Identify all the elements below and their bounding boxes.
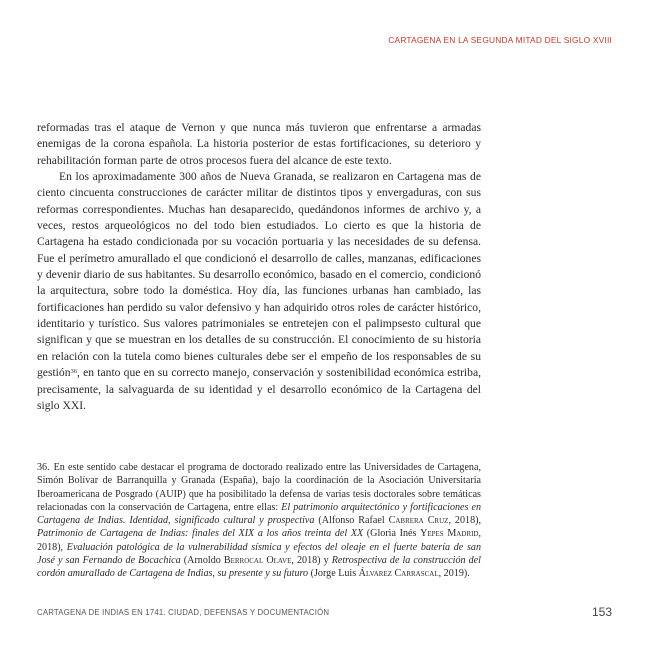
footnote-text: (Arnoldo: [180, 555, 224, 567]
thesis-title: Patrimonio de Cartagena de Indias: finales del XIX a los años treinta del XX: [37, 528, 364, 540]
footnote-text: , 2018),: [37, 528, 482, 553]
footnote-text: En este sentido cabe destacar el programa de doctorado realizado entre las Universidades de Cartagena, Simón Bolívar de Barranquilla y Granada (España), bajo la coordinación de la Asociación Universitaria Iberoamericana de Posgrado (AUIP) que ha posibilitado la defensa de varias tesis doctorales sobre temáticas relacionadas con la conservación de Cartagena, entre ellas:: [37, 462, 481, 513]
footnote-text: (Gloria Inés: [363, 528, 421, 540]
footnote-text: (Jorge Luis: [308, 568, 359, 580]
page-number: 153: [591, 605, 612, 619]
thesis-title: Evaluación patológica de la vulnerabilidad sísmica y efectos del oleaje en el fuerte batería de san José y san Fernando de Bocachica: [37, 541, 481, 567]
footnote-text: , 2019).: [438, 568, 470, 580]
paragraph-2-tail: , en tanto que en su correcto manejo, conservación y sostenibilidad económica estriba, precisamente, la salvaguarda de su identidad y el desarrollo económico de la Cartagena del siglo XXI.: [37, 366, 481, 412]
footnote-number: 36.: [37, 462, 50, 473]
thesis-title: El patrimonio arquitectónico y fortificaciones en Cartagena de Indias. Identidad, significado cultural y prospectiva: [37, 501, 482, 527]
paragraph-2: [37, 169, 481, 414]
paragraph-1: reformadas tras el ataque de Vernon y que nunca más tuvieron que enfrentarse a armadas enemigas de la corona española. La historia posterior de estas fortificaciones, su deterioro y rehabilitación forman parte de otros procesos fuera del alcance de este texto.: [37, 121, 481, 167]
running-foot: CARTAGENA DE INDIAS EN 1741. CIUDAD, DEFENSAS Y DOCUMENTACIÓN: [37, 608, 330, 617]
running-head: CARTAGENA EN LA SEGUNDA MITAD DEL SIGLO XVIII: [388, 35, 612, 45]
author-surname: Cabrera Cruz: [388, 515, 449, 527]
footnote-text: , 2018) y: [291, 555, 332, 567]
footnote-36: [37, 461, 481, 581]
footnotes: [37, 461, 481, 581]
main-text: [37, 120, 481, 414]
footnote-text: , 2018),: [448, 515, 482, 527]
author-surname: Yepes Madrid: [420, 528, 479, 540]
footnote-text: (Alfonso Rafael: [314, 515, 389, 527]
thesis-title: Retrospectiva de la construcción del cordón amurallado de Cartagena de Indias, su presente y su futuro: [37, 555, 481, 580]
paragraph-2-text: En los aproximadamente 300 años de Nueva Granada, se realizaron en Cartagena mas de ciento cincuenta construcciones de carácter militar de distintos tipos y envergaduras, con sus reformas correspondientes. Muchas han desaparecido, quedándonos informes de archivo y, a veces, restos arqueológicos no del todo bien estudiados. Lo cierto es que la historia de Cartagena ha estado condicionada por su vocación portuaria y las necesidades de su defensa. Fue el perímetro amurallado el que condicionó el desarrollo de calles, manzanas, edificaciones y devenir diario de sus habitantes. Su desarrollo económico, basado en el comercio, condicionó la arquitectura, sobre todo la doméstica. Hoy día, las funciones urbanas han cambiado, las fortificaciones han perdido su valor defensivo y han adquirido otros roles de carácter histórico, identitario y turístico. Sus valores patrimoniales se entretejen con el palimpsesto cultural que significan y que se muestran en los detalles de su construcción. El conocimiento de su historia en relación con la tutela como bienes culturales debe ser el empeño de los responsables de su gestión: [37, 170, 481, 380]
author-surname: Berrocal Olave: [223, 555, 292, 567]
footnote-reference: 36: [70, 368, 77, 376]
author-surname: Álvarez Carrascal: [358, 568, 439, 580]
